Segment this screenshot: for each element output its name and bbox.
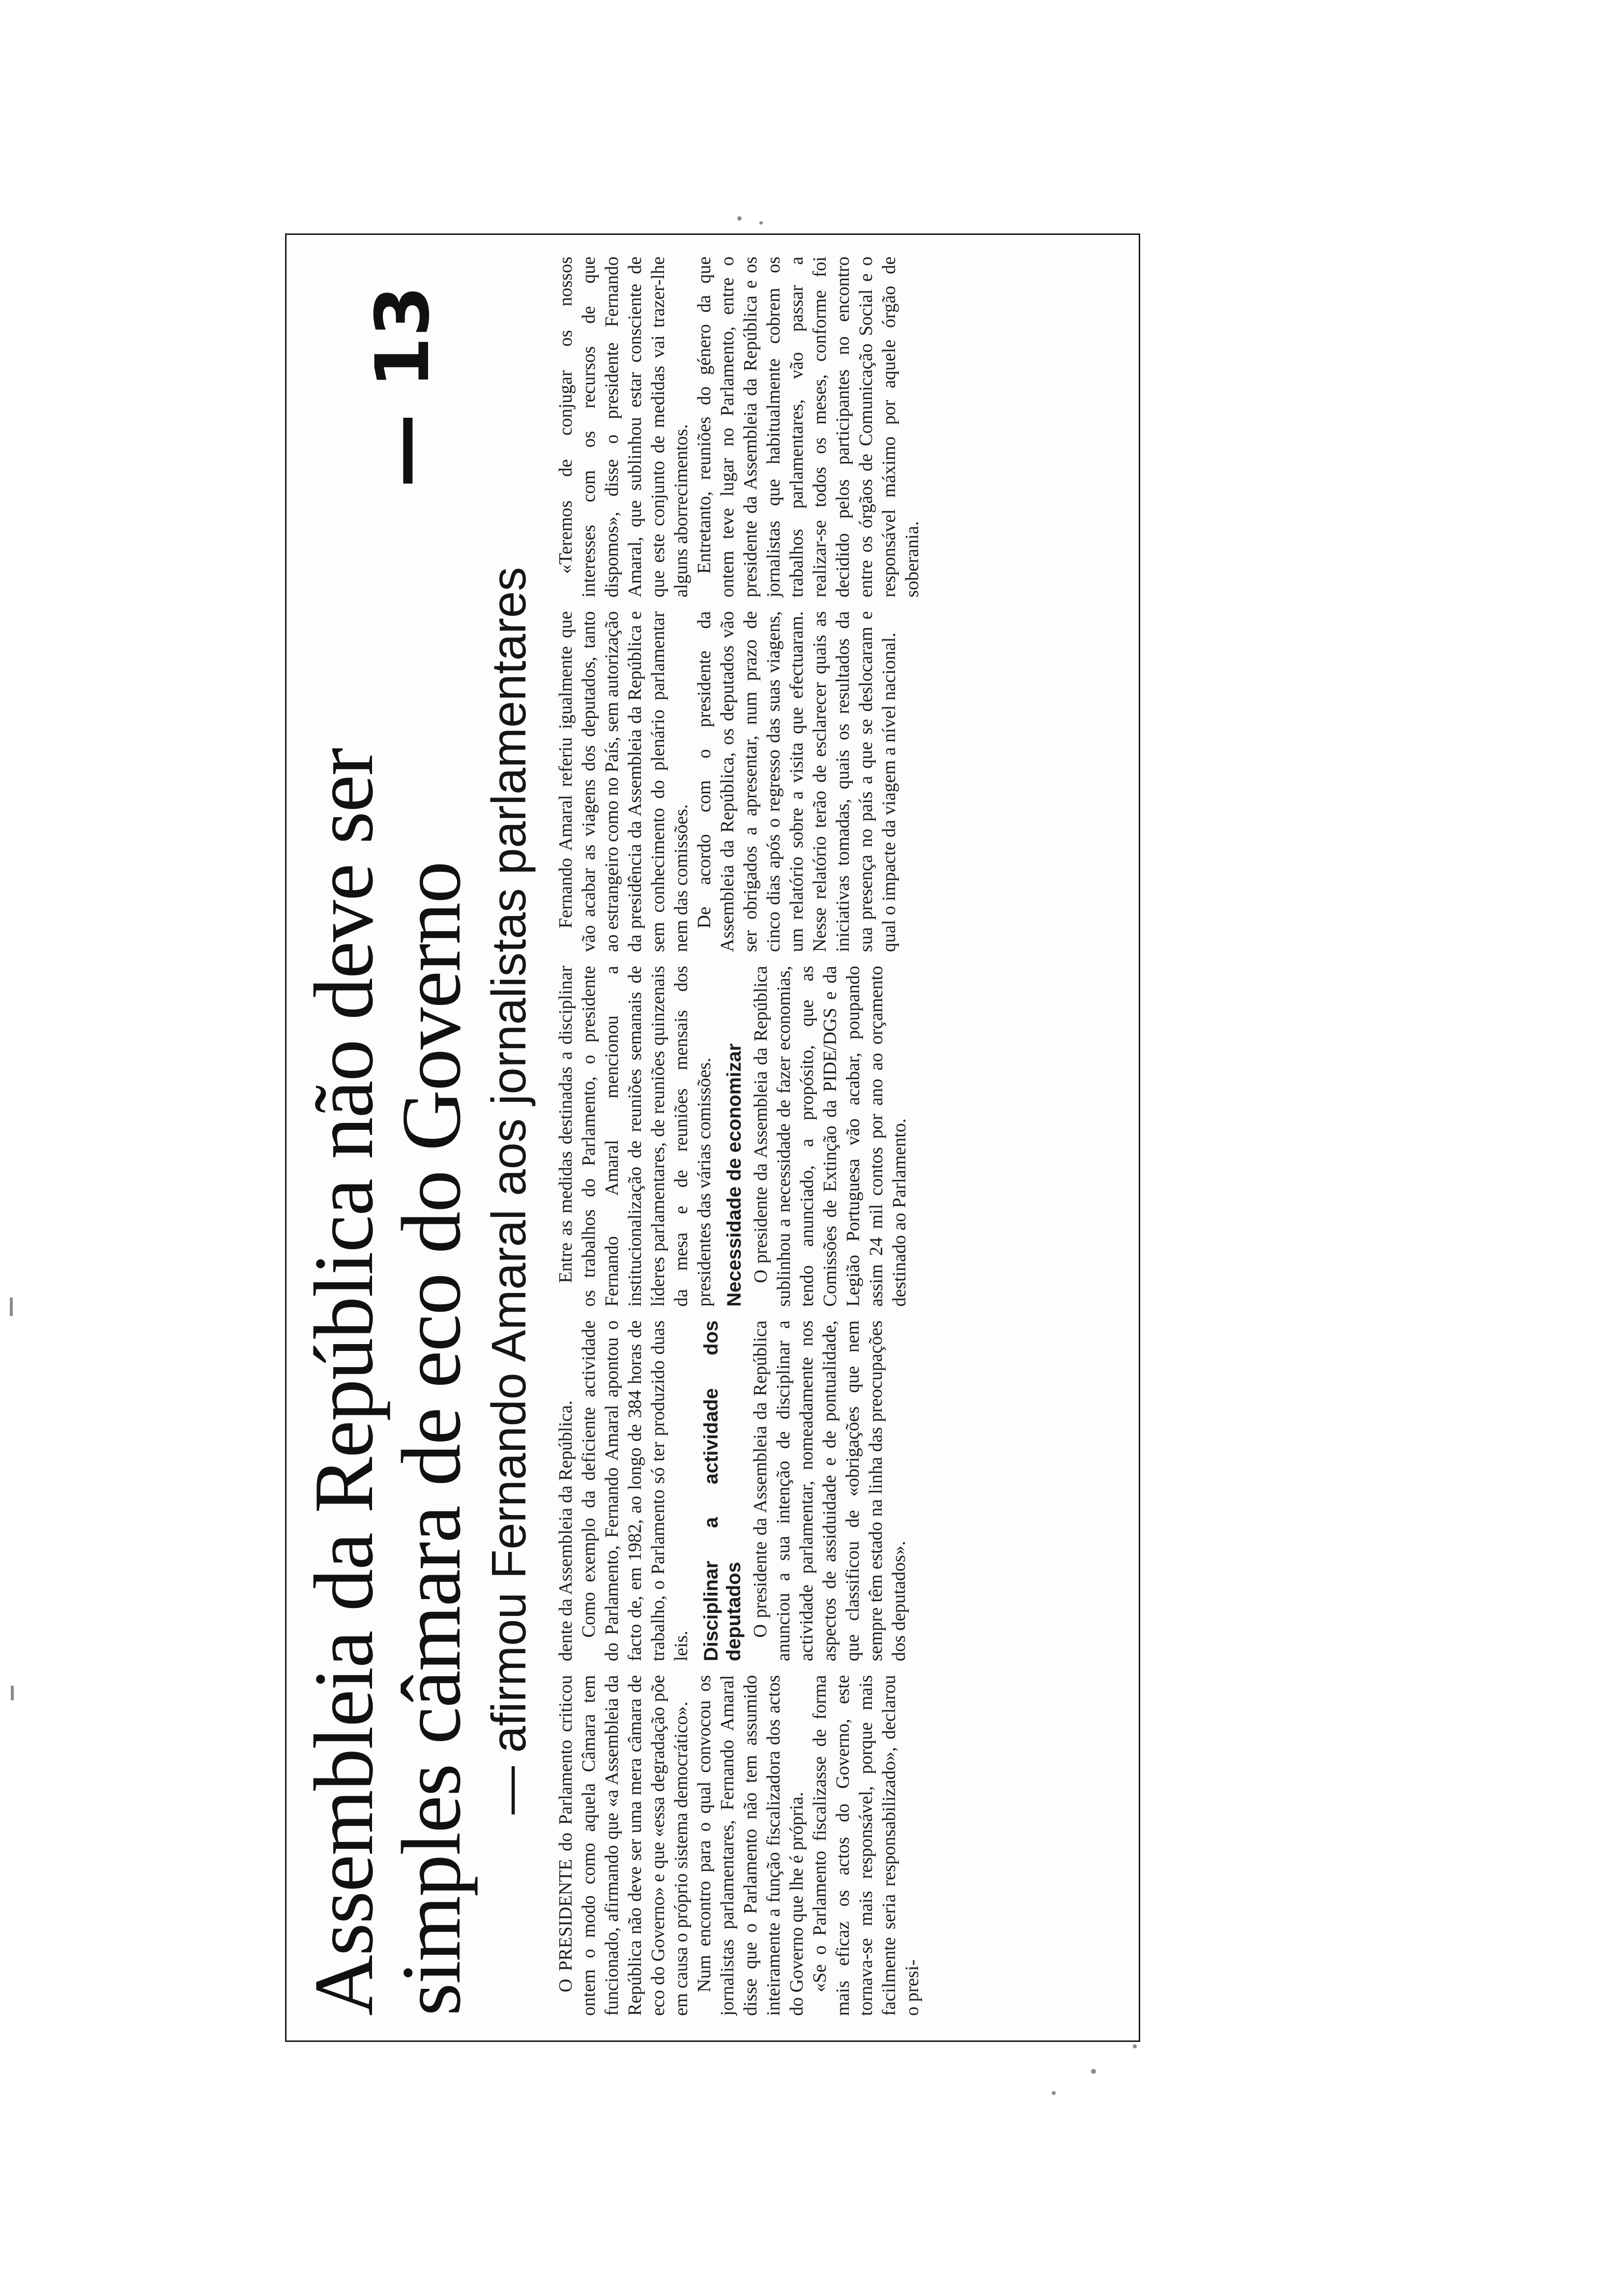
paragraph: Como exemplo da deficiente actividade do Parlamento, Fernando Amaral apontou o facto de, em 1982, ao longo de 384 horas de trabalho, o Parlamento só ter produzido duas leis. — [578, 1320, 691, 1662]
paragraph: O presidente da Assembleia da República sublinhou a necessidade de fazer economias, tendo anunciado, a propósito, que as Comissões de Extinção da PIDE/DGS e da Legião Portuguesa vão acabar, poupando assim 24 mil contos por ano ao orçamento destinado ao Parlamento. — [750, 966, 910, 1307]
column-2 — [554, 1320, 1129, 1662]
scan-speck — [1052, 2091, 1056, 2095]
clipping-content — [285, 233, 1140, 2042]
paragraph: Fernando Amaral referiu igualmente que vão acabar as viagens dos deputados, tanto ao estrangeiro como no País, sem autorização da presidência da Assembleia da República e sem conhecimento do plenário parlamentar nem das comissões. — [555, 611, 691, 952]
newspaper-clipping — [285, 233, 1140, 2042]
paragraph: «Se o Parlamento fiscalizasse de forma mais eficaz os actos do Governo, este tornava-se mais responsável, porque mais facilmente seria responsabilizado», declarou o presi- — [809, 1675, 922, 2016]
article-body — [554, 257, 1129, 2016]
paragraph: Num encontro para o qual convocou os jornalistas parlamentares, Fernando Amaral disse que o Parlamento não tem assumido inteiramente a função fiscalizadora dos actos do Governo que lhe é própria. — [694, 1675, 807, 2016]
paragraph: Entretanto, reuniões do género da que ontem teve lugar no Parlamento, entre o presidente da Assembleia da República e os jornalistas que habitualmente cobrem os trabalhos parlamentares, vão passar a realizar-se todos os meses, conforme foi decidido pelos participantes no encontro entre os órgãos de Comunicação Social e o responsável máximo por aquele órgão de soberania. — [694, 257, 922, 598]
headline-line-2: simples câmara de eco do Governo — [385, 862, 478, 2016]
handwritten-page-number: — 13 — [360, 286, 446, 488]
headline — [297, 257, 478, 2016]
paragraph: De acordo com o presidente da Assembleia da República, os deputados vão ser obrigados a apresentar, num prazo de cinco dias após o regresso das suas viagens, um relatório sobre a visita que efectuaram. Nesse relatório terão de esclarecer quais as iniciativas tomadas, quais os resultados da sua presença no país a que se deslocaram e qual o impacte da viagem a nível nacional. — [694, 611, 899, 952]
subtitle: — afirmou Fernando Amaral aos jornalistas parlamentares — [482, 567, 536, 1814]
column-4 — [554, 611, 1129, 952]
column-3 — [554, 966, 1129, 1307]
headline-line-1: Assembleia da República não deve ser — [297, 748, 391, 2016]
scan-speck — [11, 1686, 14, 1700]
scan-speck — [10, 1297, 13, 1316]
scan-speck — [1133, 2044, 1137, 2048]
paragraph: O presidente da Assembleia da República anunciou a sua intenção de disciplinar a actividade parlamentar, nomeadamente nos aspectos de assiduidade e de pontualidade, que classificou de «obrigações que nem sempre têm estado na linha das preocupações dos deputados». — [750, 1320, 909, 1662]
paragraph: Entre as medidas destinadas a disciplinar os trabalhos do Parlamento, o presidente Fernando Amaral mencionou a institucionalização de reuniões semanais de líderes parlamentares, de reuniões quinzenais da mesa e de reuniões mensais dos presidentes das várias comissões. — [555, 966, 715, 1307]
section-heading: Necessidade de economizar — [723, 1043, 745, 1307]
column-5 — [554, 257, 1129, 598]
section-heading: Disciplinar a actividade dos deputados — [700, 1320, 745, 1662]
scan-speck — [1091, 2069, 1096, 2074]
scan-speck — [759, 221, 763, 225]
paragraph: O PRESIDENTE do Parlamento criticou ontem o modo como aquela Câmara tem funcionado, afirmando que «a Assembleia da República não deve ser uma mera câmara de eco do Governo» e que «essa degradação põe em causa o próprio sistema democrático». — [555, 1675, 691, 2016]
paragraph: dente da Assembleia da República. — [555, 1400, 576, 1662]
column-1 — [554, 1675, 1129, 2016]
scan-speck — [737, 216, 742, 221]
paragraph: «Teremos de conjugar os nossos interesses com os recursos de que dispomos», disse o presidente Fernando Amaral, que sublinhou estar consciente de que este conjunto de medidas vai trazer-lhe alguns aborrecimentos. — [555, 257, 691, 598]
